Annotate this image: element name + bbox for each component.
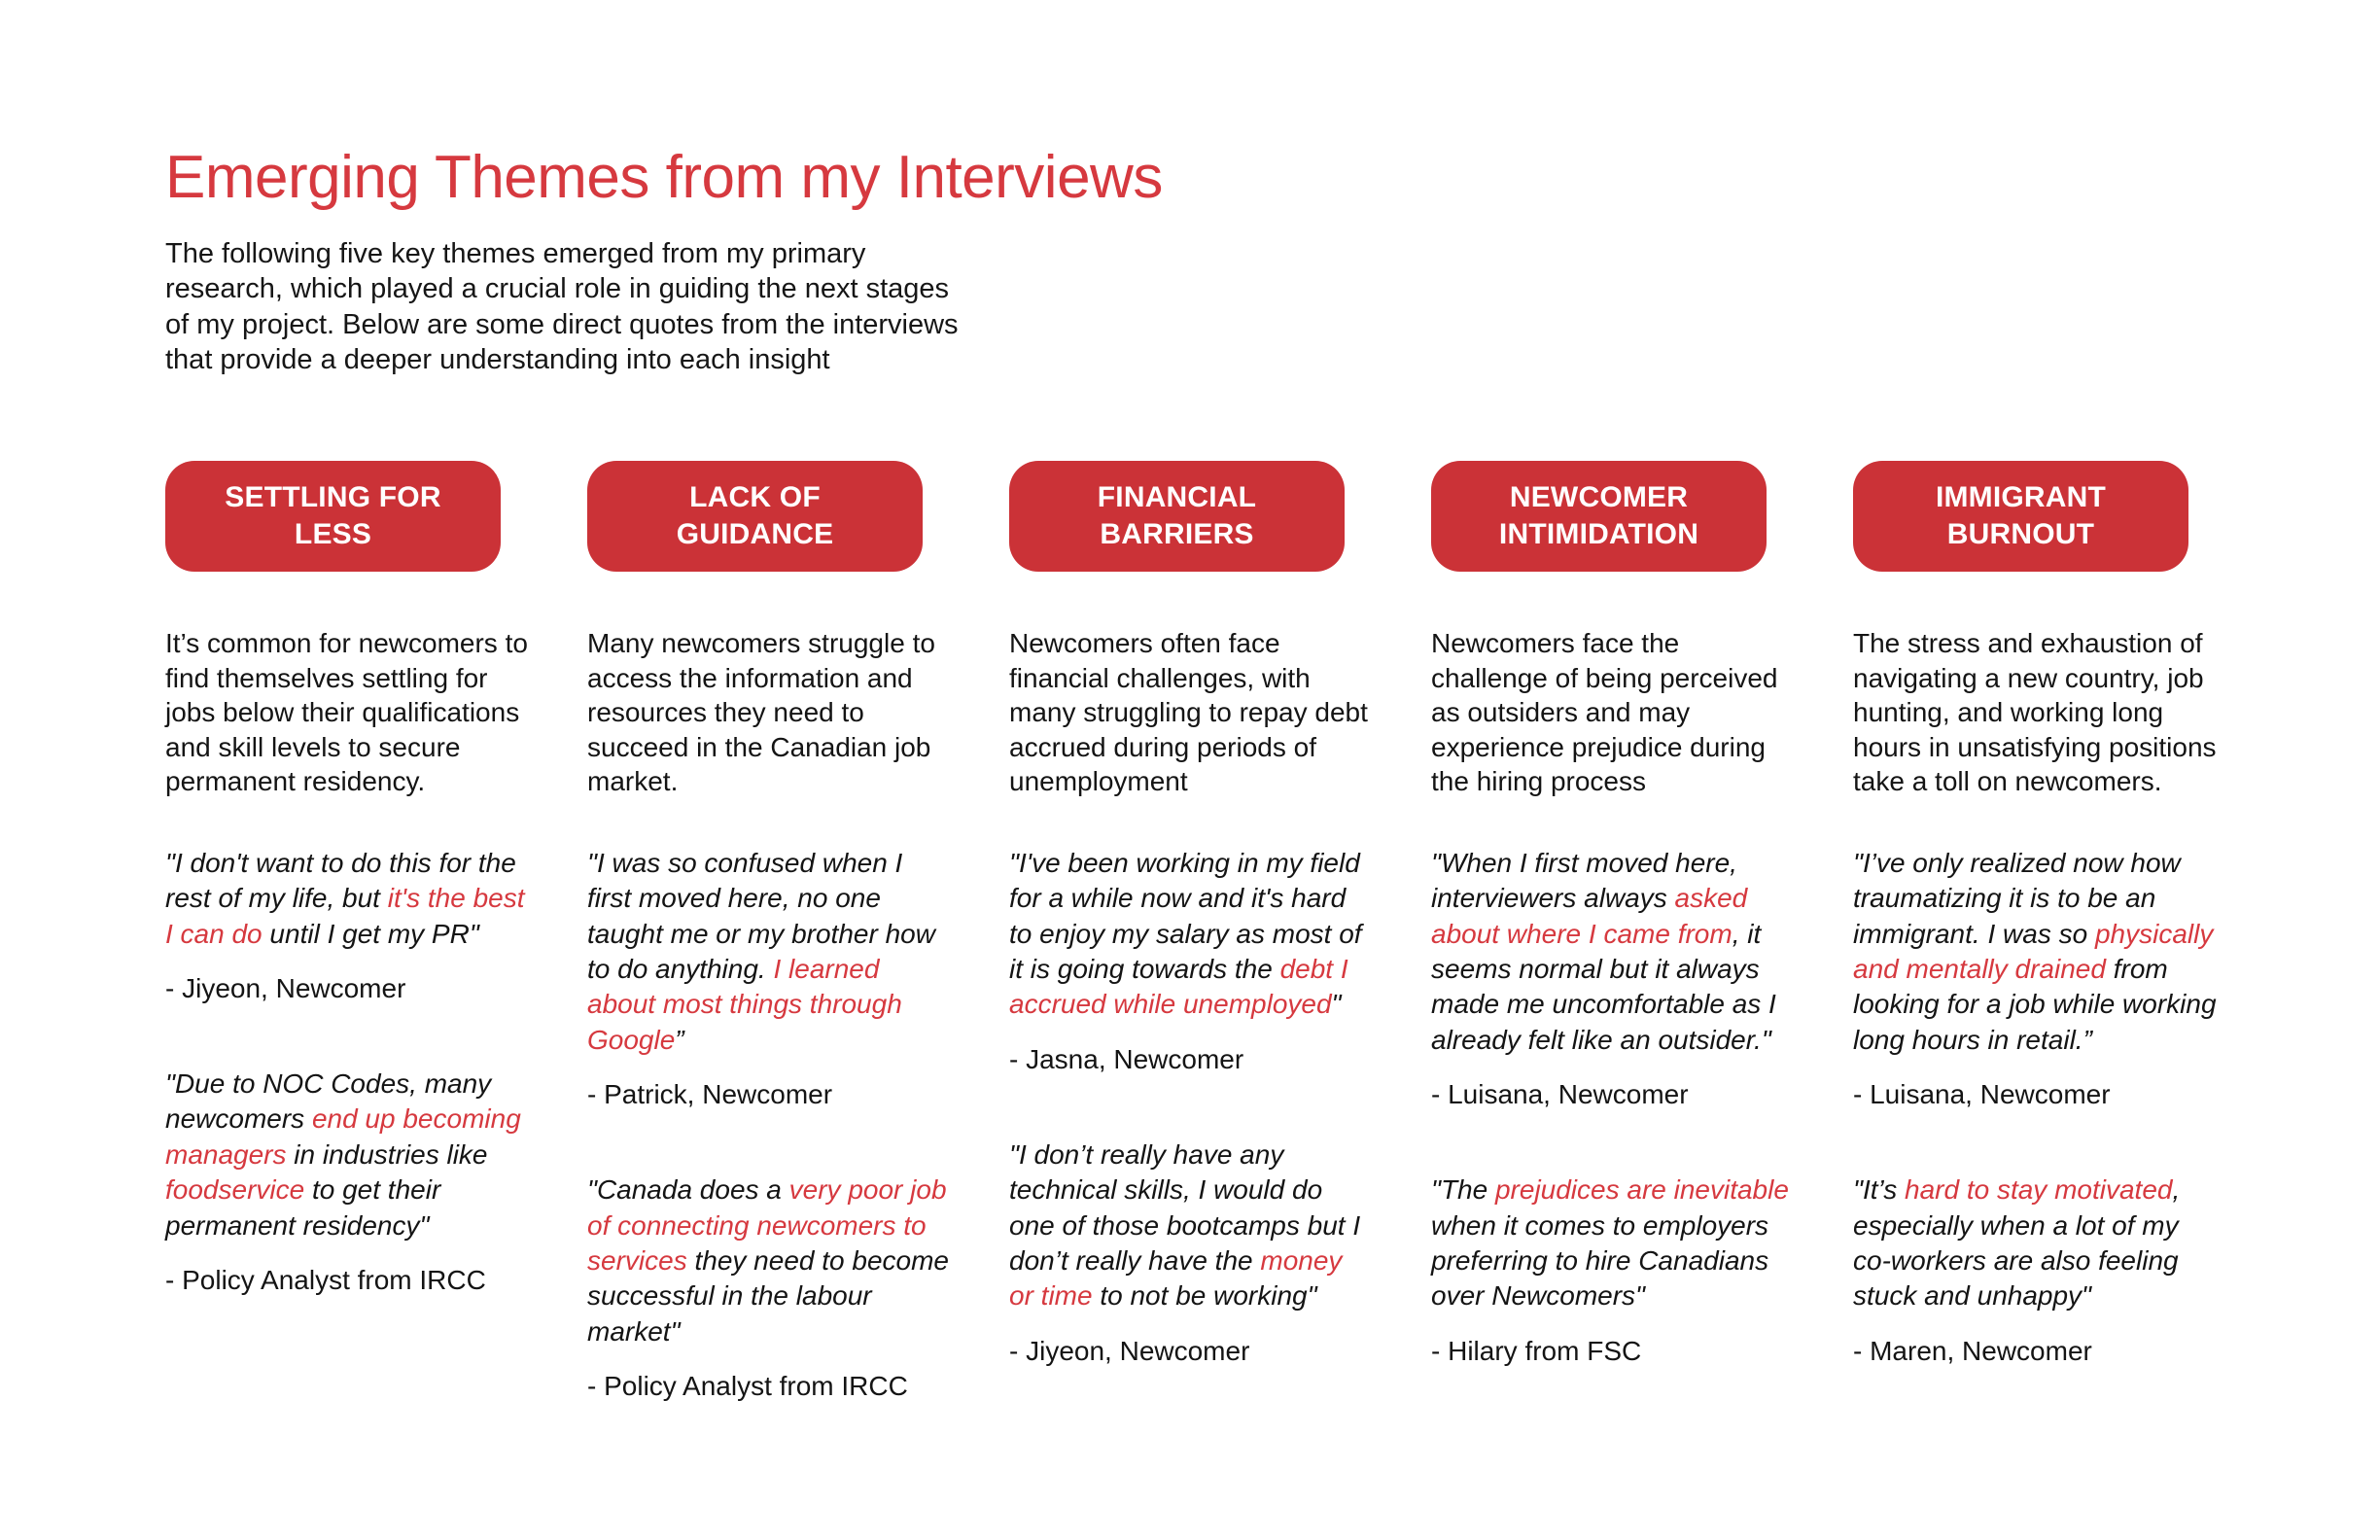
theme-header-pill [1009,461,1345,572]
theme-header-pill [587,461,923,572]
quote-attribution: - Hilary from FSC [1431,1335,1642,1366]
quote-highlight: hard to stay motivated [1905,1174,2173,1206]
theme-column [165,461,530,1358]
quote-highlight: I learned about most things through Google [587,954,902,1055]
quote-segment: "I don’t really have any technical skills, I would do one of those bootcamps but I don’t really have the [1009,1138,1361,1276]
quote [165,846,530,1004]
quote-attribution: - Policy Analyst from IRCC [587,1371,908,1402]
quote-segment: " [1331,989,1342,1020]
page-subtitle: The following five key themes emerged from my primary research, which played a crucial role in guiding the next stages of my project. Below are some direct quotes from the interviews that provide a deeper understanding into each insight [165,238,959,375]
theme-header-pill [1431,461,1767,572]
theme-title: FINANCIAL BARRIERS [1097,480,1257,551]
quote-segment: until I get my PR" [262,918,479,949]
quote-highlight: money or time [1009,1244,1343,1312]
quote-highlight: foodservice [165,1174,305,1206]
quote-text [165,846,530,952]
theme-column [1853,461,2218,1429]
theme-title: SETTLING FOR LESS [225,480,441,551]
theme-header-pill [165,461,501,572]
theme-description: Newcomers often face financial challenges, with many struggling to repay debt accrued during periods of unemployment [1009,628,1368,797]
quote-attribution: - Policy Analyst from IRCC [165,1264,486,1295]
quote-highlight: physically and mentally drained [1853,918,2214,984]
quote-segment: , it seems normal but it always made me uncomfortable as I already felt like an outsider." [1431,918,1776,1055]
quote-segment: "I was so confused when I first moved here, no one taught me or my brother how to do anything. [587,847,935,984]
quote-text [1009,1138,1374,1314]
quote-attribution: - Luisana, Newcomer [1431,1079,1689,1110]
quote-segment: "The [1431,1174,1495,1206]
quote-segment: "Due to NOC Codes, many newcomers [165,1068,492,1135]
quote-attribution: - Jiyeon, Newcomer [1009,1335,1250,1366]
theme-header-pill [1853,461,2188,572]
quote-attribution: - Jasna, Newcomer [1009,1043,1244,1074]
quote-text [1853,1172,2218,1314]
page-title: Emerging Themes from my Interviews [165,144,1163,211]
quote [1853,846,2218,1110]
theme-quotes [1853,846,2218,1367]
quote [1431,1172,1796,1367]
quote-attribution: - Patrick, Newcomer [587,1079,833,1110]
theme-column [1009,461,1374,1429]
quote-segment: to not be working" [1092,1280,1317,1312]
quote-highlight: debt I accrued while unemployed [1009,954,1348,1020]
quote-attribution: - Luisana, Newcomer [1853,1079,2111,1110]
theme-quotes [1009,846,1374,1367]
theme-quotes [165,846,530,1296]
quote-segment: to get their permanent residency" [165,1174,441,1241]
quote-segment: "It’s [1853,1174,1905,1206]
theme-title: NEWCOMER INTIMIDATION [1498,480,1699,551]
theme-quotes [1431,846,1796,1367]
quote-text [1431,1172,1796,1314]
quote [165,1067,530,1296]
quote-text [1431,846,1796,1058]
quote-segment: "When I first moved here, interviewers always [1431,847,1737,914]
quote-text [1009,846,1374,1023]
quote-segment: , especially when a lot of my co-workers are also feeling stuck and unhappy" [1853,1174,2181,1312]
theme-column [587,461,952,1464]
quote-highlight: prejudices are inevitable [1494,1174,1789,1206]
theme-column [1431,461,1796,1429]
quote-highlight: very poor job of connecting newcomers to services [587,1174,947,1276]
theme-description: The stress and exhaustion of navigating a new country, job hunting, and working long hours in unsatisfying positions take a toll on newcomers. [1853,628,2217,797]
quote-segment: "I’ve only realized now how traumatizing it is to be an immigrant. I was so [1853,847,2181,949]
themes-columns [165,461,2224,1464]
quote [587,846,952,1110]
quote-segment: "I've been working in my field for a while now and it's hard to enjoy my salary as most of it is going towards the [1009,847,1362,984]
theme-title: LACK OF GUIDANCE [676,480,834,551]
quote [1853,1172,2218,1367]
quote-text [1853,846,2218,1058]
quote-highlight: end up becoming managers [165,1103,521,1170]
quote [1009,846,1374,1075]
quote-attribution: - Jiyeon, Newcomer [165,973,406,1003]
quote-text [587,1172,952,1349]
quote-segment: in industries like [286,1138,488,1170]
theme-description: Many newcomers struggle to access the information and resources they need to succeed in the Canadian job market. [587,628,935,797]
theme-description: It’s common for newcomers to find themselves settling for jobs below their qualifications and skill levels to secure permanent residency. [165,628,528,797]
quote-segment: "Canada does a [587,1174,789,1206]
quote-segment: "I don't want to do this for the rest of my life, but [165,847,516,914]
quote-highlight: asked about where I came from [1431,883,1748,949]
quote-text [165,1067,530,1243]
quote-segment: when it comes to employers preferring to hire Canadians over Newcomers" [1431,1209,1769,1312]
quote-attribution: - Maren, Newcomer [1853,1335,2092,1366]
theme-description: Newcomers face the challenge of being perceived as outsiders and may experience prejudice during the hiring process [1431,628,1778,797]
quote [1009,1138,1374,1367]
theme-quotes [587,846,952,1402]
quote [1431,846,1796,1110]
quote-text [587,846,952,1058]
quote-segment: they need to become successful in the labour market" [587,1244,949,1347]
theme-title: IMMIGRANT BURNOUT [1935,480,2107,551]
quote-highlight: it's the best I can do [165,883,525,949]
quote-segment: from looking for a job while working long hours in retail.” [1853,954,2217,1055]
quote [587,1172,952,1402]
quote-segment: ” [675,1024,684,1055]
